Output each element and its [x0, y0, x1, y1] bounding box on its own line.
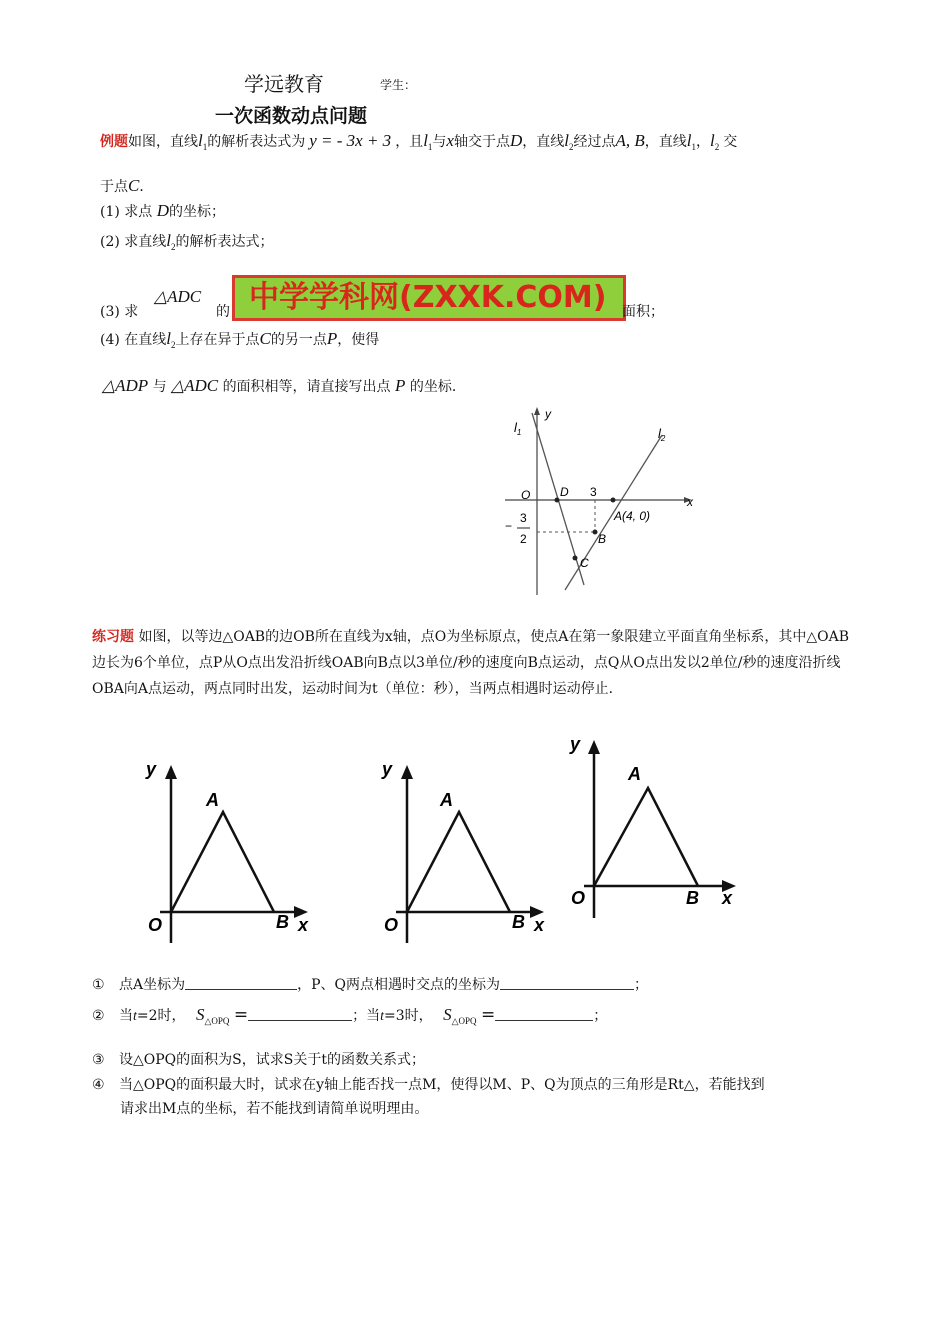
text: 的解析表达式； [175, 234, 274, 250]
label-a: A [628, 764, 641, 784]
point-a-dot [611, 498, 616, 503]
text: 于点 [100, 179, 128, 195]
question-2 [100, 231, 274, 257]
y-arrow [534, 407, 540, 415]
text: (4) 在直线 [100, 332, 167, 348]
practice-text: 如图，以等边△OAB的边OB所在直线为x轴，点O为坐标原点，使点A在第一象限建立平面直角坐标系，其中△OAB边长为6个单位，点P从O点出发沿折线OAB向B点以3单位/秒的速度向B点运动，点Q从O点出发以2单位/秒的速度沿折线OBA向A点运动，两点同时出发，运动时间为t（单位：秒），当两点相遇时运动停止． [92, 629, 849, 697]
page-title: 一次函数动点问题 [215, 105, 368, 127]
points-ab: A, B [615, 131, 645, 150]
question-3-prefix: (3) 求 [100, 304, 139, 320]
label-frac-den: 2 [520, 532, 527, 546]
label-c: C [580, 556, 589, 570]
point-c: C [259, 329, 271, 348]
text: 的面积相等，请直接写出点 [222, 379, 391, 395]
text: ，P、Q两点相遇时交点的坐标为 [297, 977, 501, 993]
label-a: A [440, 790, 453, 810]
text: 的解析表达式为 [207, 134, 306, 150]
label-b: B [276, 912, 289, 932]
label-y: y [545, 407, 551, 421]
l2-symbol: $l_2$ [166, 231, 176, 252]
l2-symbol: $l_2$ [710, 131, 720, 152]
label-o: O [571, 888, 586, 908]
text: 与 [152, 379, 167, 395]
text: =2时， [136, 1008, 186, 1024]
t-symbol: t [133, 1009, 137, 1024]
label-o: O [148, 915, 163, 935]
s-symbol: $S_{\triangle OPQ}$ [196, 1005, 230, 1026]
practice-q4 [92, 1075, 765, 1095]
triangle-figure-1 [140, 755, 330, 950]
practice-q4-line2: 请求出M点的坐标，若不能找到请简单说明理由。 [120, 1101, 429, 1117]
label-neg: − [505, 519, 513, 533]
text: ，使得 [337, 332, 380, 348]
triangle-oab [594, 788, 698, 886]
answer-blank[interactable] [248, 1008, 352, 1021]
num: ② [92, 1008, 105, 1024]
point-c-dot [573, 556, 578, 561]
label-b: B [598, 532, 607, 546]
watermark-logo: 中学学科网(ZXXK.COM) [232, 275, 626, 321]
text: ；当 [352, 1008, 381, 1024]
answer-blank[interactable] [185, 977, 297, 990]
s-symbol: $S_{\triangle OPQ}$ [443, 1005, 477, 1026]
text: (2) 求直线 [100, 234, 167, 250]
point-d-dot [555, 498, 560, 503]
y-arrow [588, 740, 600, 754]
question-1 [100, 201, 225, 222]
triangle-figure-2 [376, 755, 566, 950]
x-symbol: x [446, 131, 454, 150]
practice-q1 [92, 975, 648, 995]
question-3-suffix: 面积； [622, 304, 664, 320]
equals: = [481, 1005, 496, 1025]
text: 轴交于点 [453, 134, 510, 150]
y-arrow [401, 765, 413, 779]
question-4 [100, 329, 379, 355]
label-o: O [521, 488, 531, 502]
label-b: B [512, 912, 525, 932]
text: 的坐标； [169, 204, 226, 220]
point-c: C [128, 176, 140, 195]
num: ① [92, 977, 105, 993]
triangle-figure-3 [564, 730, 754, 925]
triangle-adc: △ADC [171, 376, 219, 395]
text: ． [139, 179, 154, 195]
triangle-oab [171, 812, 274, 912]
text: 的另一点 [270, 332, 327, 348]
t-symbol: t [380, 1009, 385, 1024]
student-label: 学生： [380, 78, 417, 92]
equals: = [233, 1005, 249, 1025]
text: ，直线 [644, 134, 687, 150]
triangle-adp: △ADP [102, 376, 149, 395]
label-a: A(4, 0) [614, 509, 651, 523]
label-three: 3 [590, 485, 597, 499]
label-o: O [384, 915, 399, 935]
text: ， [696, 134, 710, 150]
label-y: y [382, 759, 393, 779]
example-tag: 例题 [100, 134, 128, 150]
label-frac-num: 3 [520, 511, 527, 525]
practice-tag: 练习题 [92, 629, 134, 645]
text: 设△OPQ的面积为S，试求S关于t的函数关系式； [119, 1052, 425, 1068]
text: 当 [119, 1008, 134, 1024]
point-p: P [326, 329, 338, 348]
point-d: D [156, 201, 170, 220]
text: 当△OPQ的面积最大时，试求在y轴上能否找一点M，使得以M、P、Q为顶点的三角形是Rt△，若能找到 [119, 1077, 765, 1093]
num: ③ [92, 1052, 105, 1068]
label-x: x [298, 915, 309, 935]
text: =3时， [384, 1008, 433, 1024]
label-x: x [687, 495, 693, 509]
practice-paragraph [92, 624, 860, 702]
example-line-1 [100, 131, 737, 157]
text: 点A坐标为 [119, 977, 186, 993]
label-y: y [146, 759, 157, 779]
answer-blank[interactable] [495, 1008, 593, 1021]
practice-q2 [92, 1005, 607, 1031]
y-arrow [165, 765, 177, 779]
text: 与 [432, 134, 447, 150]
triangle-adc: △ADC [154, 287, 202, 306]
text: ； [593, 1008, 608, 1024]
l1-symbol: $l_1$ [198, 131, 208, 152]
answer-blank[interactable] [500, 977, 634, 990]
example-line-2 [100, 176, 153, 197]
text: 交 [723, 134, 738, 150]
label-d: D [560, 485, 569, 499]
label-y: y [570, 734, 581, 754]
practice-q3 [92, 1050, 425, 1070]
question-4-line2 [102, 376, 466, 397]
l1-equation: y = - 3x + 3 [309, 131, 392, 150]
question-3-de: 的 [216, 304, 230, 320]
school-name: 学远教育 [244, 72, 324, 96]
l1-symbol: $l_1$ [686, 131, 696, 152]
triangle-oab [407, 812, 510, 912]
text: 经过点 [573, 134, 616, 150]
label-l2: $l_2$ [658, 426, 666, 443]
label-b: B [686, 888, 699, 908]
l2-symbol: $l_2$ [166, 329, 176, 350]
label-a: A [206, 790, 219, 810]
label-l1: $l_1$ [514, 420, 522, 437]
text: ，直线 [522, 134, 565, 150]
example-graph [500, 405, 710, 600]
text: ，且 [395, 134, 424, 150]
label-x: x [722, 888, 733, 908]
l2-symbol: $l_2$ [564, 131, 574, 152]
text: ； [634, 977, 649, 993]
point-p: P [395, 376, 406, 395]
text: 的坐标． [409, 379, 466, 395]
num: ④ [92, 1077, 105, 1093]
point-b-dot [593, 530, 598, 535]
label-x: x [534, 915, 545, 935]
text: (1) 求点 [100, 204, 153, 220]
text: 如图，直线 [128, 134, 198, 150]
l1-symbol: $l_1$ [423, 131, 433, 152]
point-d: D [509, 131, 523, 150]
text: 上存在异于点 [175, 332, 260, 348]
